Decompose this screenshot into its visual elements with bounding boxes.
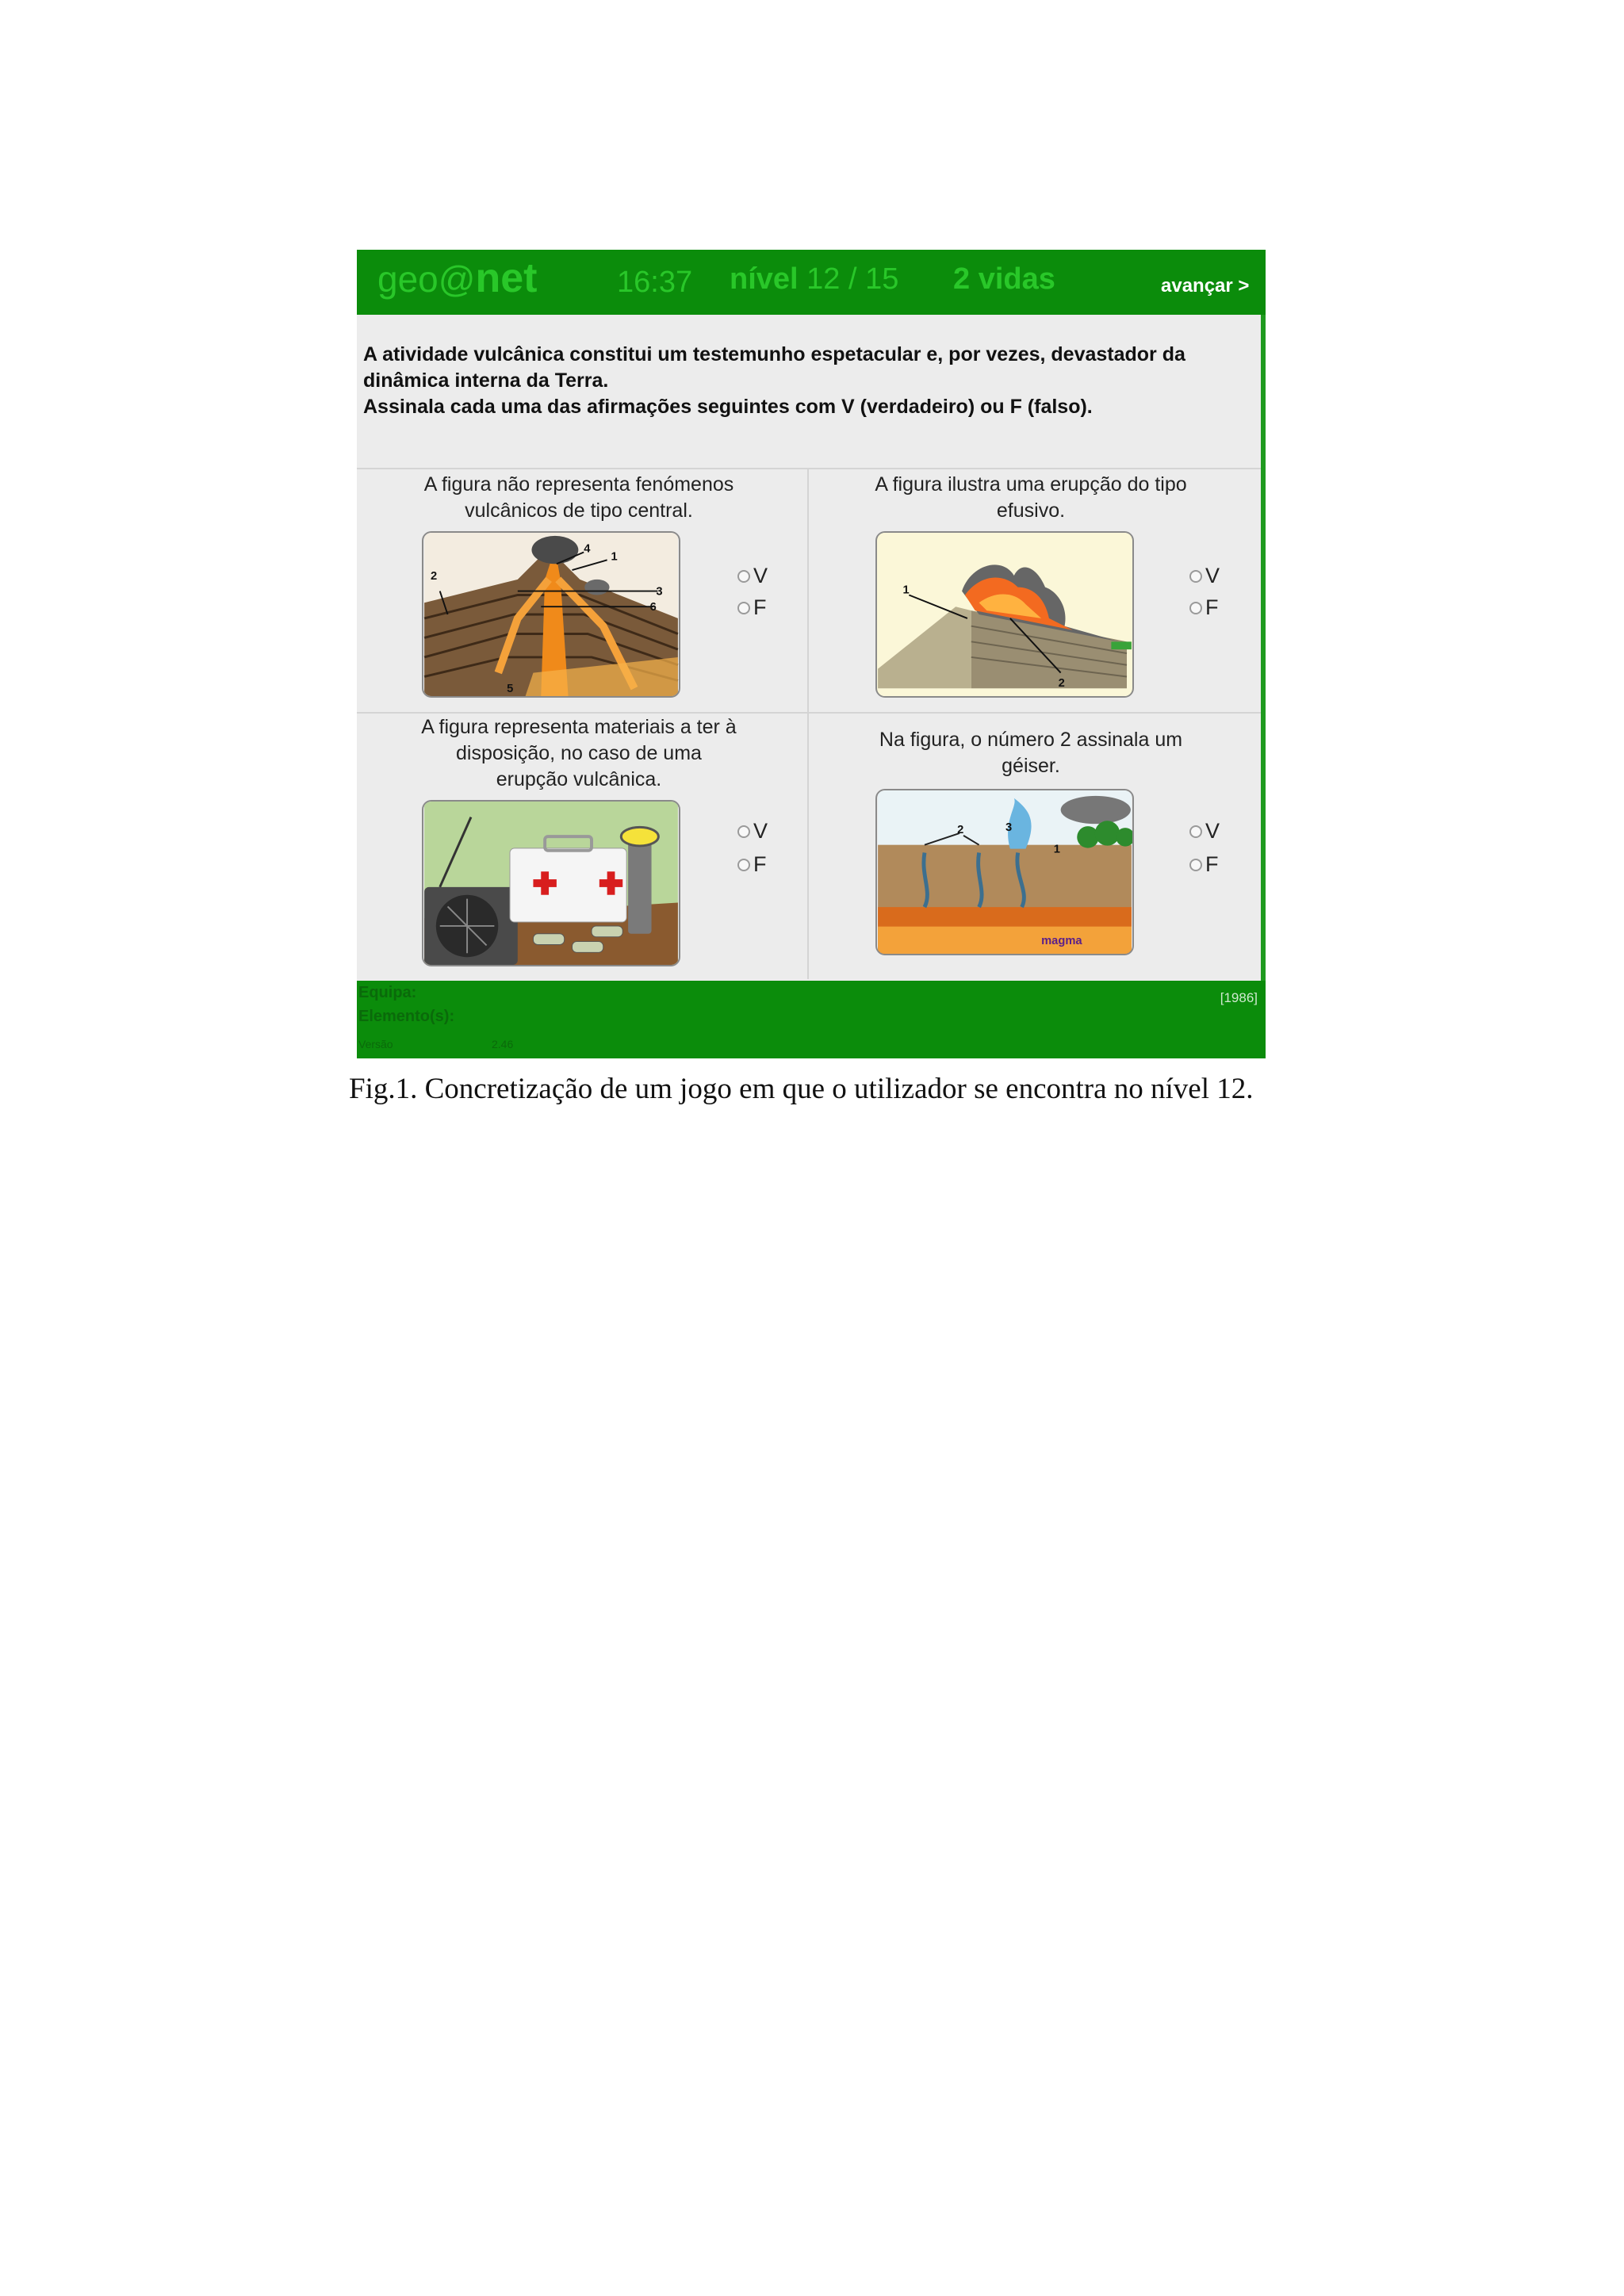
radio-button[interactable] (1189, 570, 1202, 583)
figure-label: 2 (430, 569, 438, 583)
app-logo: geo@net (377, 255, 538, 301)
team-label: Equipa: (358, 984, 417, 1001)
figure-label: 4 (584, 542, 591, 556)
radio-button[interactable] (737, 859, 750, 871)
option-false-4[interactable]: F (1189, 852, 1219, 877)
level-indicator: nível 12 / 15 (730, 262, 899, 296)
version-label: Versão (358, 1038, 393, 1050)
statement-2: A figura ilustra uma erupção do tipo efusivo. (875, 473, 1187, 522)
option-true-3[interactable]: V (737, 819, 768, 844)
radio-button[interactable] (737, 570, 750, 583)
figure-label: 3 (1005, 821, 1013, 835)
members-label: Elemento(s): (358, 1008, 455, 1025)
statement-1: A figura não representa fenómenos vulcânicos de tipo central. (423, 473, 734, 522)
footer-bar (357, 981, 1266, 1058)
radio-button[interactable] (1189, 602, 1202, 614)
figure-label: 2 (1058, 677, 1065, 691)
option-true-4[interactable]: V (1189, 819, 1220, 844)
option-false-1[interactable]: F (737, 595, 767, 620)
lives-counter: 2 vidas (953, 262, 1055, 296)
divider (357, 712, 1261, 714)
figure-label: magma (1041, 935, 1082, 948)
statement-3: A figura representa materiais a ter à disposição, no caso de uma erupção vulcânica. (421, 716, 737, 790)
question-text: A atividade vulcânica constitui um testemunho espetacular e, por vezes, devastador da dinâmica interna da Terra. Assinala cada uma das afirmações seguintes com V (verdadeiro) ou F (falso). (363, 343, 1185, 418)
option-true-1[interactable]: V (737, 564, 768, 588)
radio-button[interactable] (737, 602, 750, 614)
effusive-eruption-figure (875, 531, 1134, 698)
emergency-supplies-figure (422, 800, 680, 966)
figure-label: 6 (649, 601, 657, 614)
figure-label: 5 (507, 683, 514, 696)
figure-label: 3 (656, 585, 663, 599)
top-bar (357, 250, 1266, 315)
option-false-3[interactable]: F (737, 852, 767, 877)
timer: 16:37 (617, 266, 693, 299)
session-code: [1986] (1220, 990, 1258, 1005)
figure-label: 1 (902, 584, 910, 597)
figure-label: 2 (957, 823, 964, 836)
figure-label: 1 (1053, 843, 1060, 856)
figure-label: 1 (611, 550, 618, 564)
volcano-central-figure (422, 531, 680, 698)
option-false-2[interactable]: F (1189, 595, 1219, 620)
figure-caption: Fig.1. Concretização de um jogo em que o utilizador se encontra no nível 12. (349, 1073, 1254, 1105)
geyser-figure (875, 789, 1134, 955)
game-window (357, 250, 1266, 1058)
divider (357, 468, 1261, 469)
radio-button[interactable] (737, 825, 750, 838)
version-value: 2.46 (492, 1038, 514, 1050)
statement-4: Na figura, o número 2 assinala um géiser. (879, 729, 1183, 777)
radio-button[interactable] (1189, 859, 1202, 871)
advance-button[interactable]: avançar > (1161, 275, 1250, 297)
divider (807, 468, 809, 979)
radio-button[interactable] (1189, 825, 1202, 838)
option-true-2[interactable]: V (1189, 564, 1220, 588)
